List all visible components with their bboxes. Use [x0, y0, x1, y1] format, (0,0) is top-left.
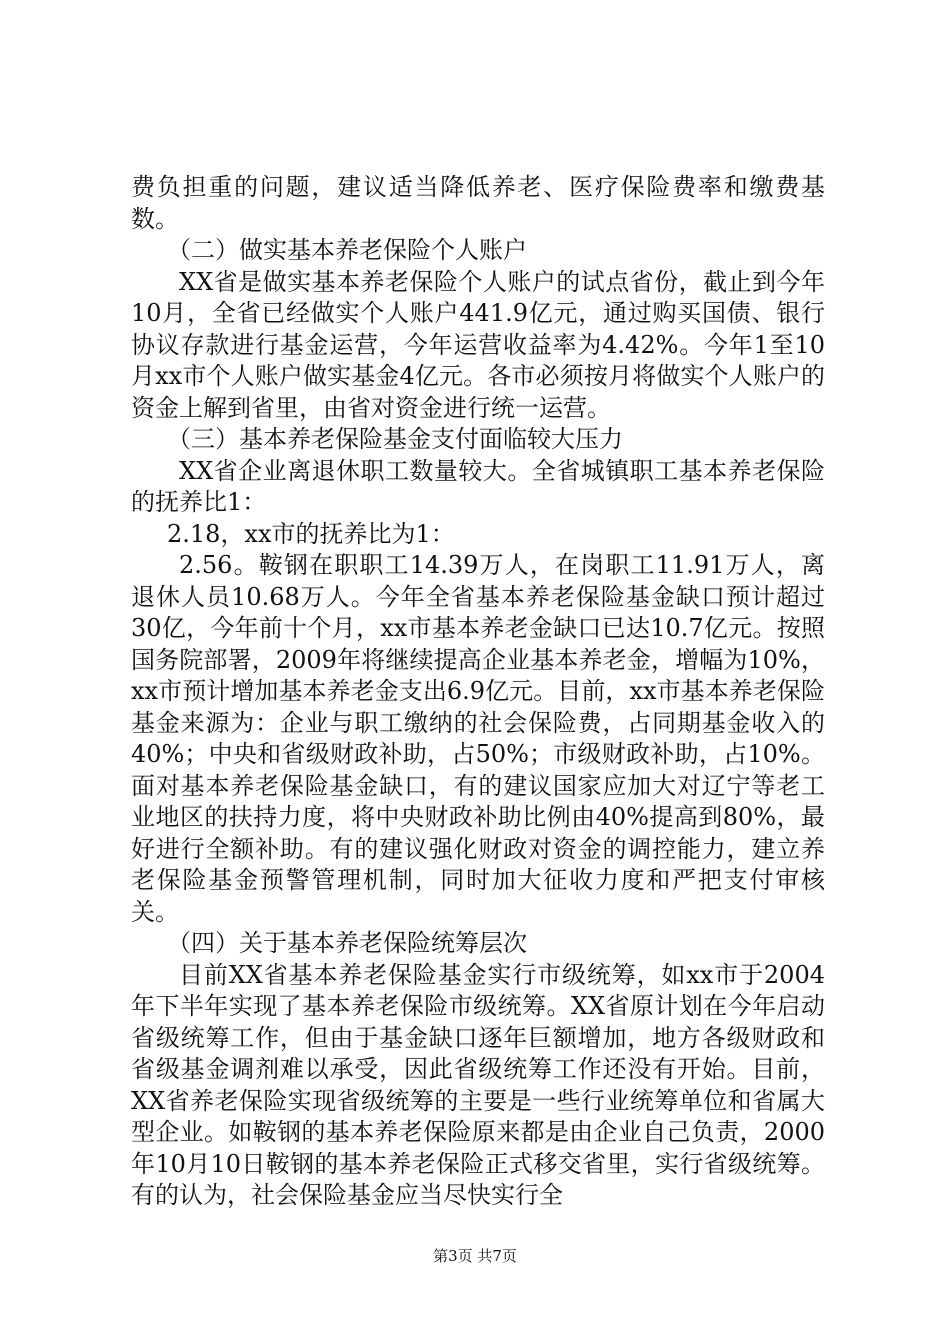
paragraph-fund-gap: 2.56。鞍钢在职职工14.39万人，在岗职工11.91万人，离退休人员10.68万人。今年全省基本养老保险基金缺口预计超过30亿，今年前十个月，xx市基本养老金缺口已达10.7亿元。按照国务院部署，2009年将继续提高企业基本养老金，增幅为10%，xx市预计增加基本养老金支出6.9亿元。目前，xx市基本养老保险基金来源为：企业与职工缴纳的社会保险费，占同期基金收入的40%；中央和省级财政补助，占50%；市级财政补助，占10%。面对基本养老保险基金缺口，有的建议国家应加大对辽宁等老工业地区的扶持力度，将中央财政补助比例由40%提高到80%，最好进行全额补助。有的建议强化财政对资金的调控能力，建立养老保险基金预警管理机制，同时加大征收力度和严把支付审核关。 — [131, 551, 825, 926]
document-body — [131, 172, 825, 1212]
paragraph-dependency-ratio: 2.18，xx市的抚养比为1： — [167, 519, 455, 548]
paragraph-continuation: 费负担重的问题，建议适当降低养老、医疗保险费率和缴费基数。 — [131, 173, 825, 233]
paragraph-pooling-level: 目前XX省基本养老保险基金实行市级统筹，如xx市于2004年下半年实现了基本养老保险市级统筹。XX省原计划在今年启动省级统筹工作，但由于基金缺口逐年巨额增加，地方各级财政和省级基金调剂难以承受，因此省级统筹工作还没有开始。目前，XX省养老保险实现省级统筹的主要是一些行业统筹单位和省属大型企业。如鞍钢的基本养老保险原来都是由企业自己负责，2000年10月10日鞍钢的基本养老保险正式移交省里，实行省级统筹。有的认为，社会保险基金应当尽快实行全 — [131, 960, 825, 1209]
section-heading-3: （三）基本养老保险基金支付面临较大压力 — [167, 425, 623, 453]
page-number: 第3页 共7页 — [433, 1247, 517, 1265]
section-heading-4: （四）关于基本养老保险统筹层次 — [167, 929, 527, 957]
paragraph-personal-accounts: XX省是做实基本养老保险个人账户的试点省份，截止到今年10月，全省已经做实个人账户441.9亿元，通过购买国债、银行协议存款进行基金运营，今年运营收益率为4.42%。今年1至10月xx市个人账户做实基金4亿元。各市必须按月将做实个人账户的资金上解到省里，由省对资金进行统一运营。 — [131, 267, 825, 422]
section-heading-2: （二）做实基本养老保险个人账户 — [167, 236, 527, 264]
paragraph-retiree-count: XX省企业离退休职工数量较大。全省城镇职工基本养老保险的抚养比1： — [131, 456, 825, 516]
